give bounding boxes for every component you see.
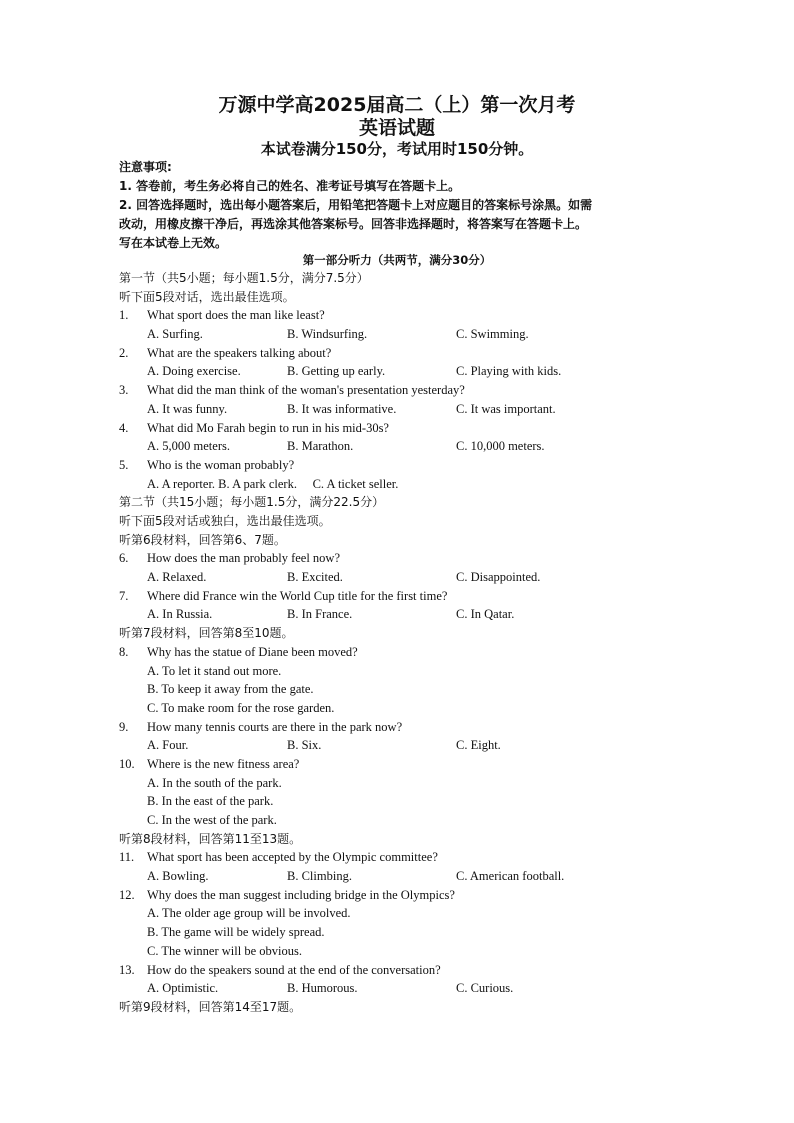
question-number: 12. <box>119 887 135 902</box>
question-stem: How does the man probably feel now? <box>147 551 340 566</box>
option-a: A. To let it stand out more. <box>147 663 282 678</box>
option-c: C. Curious. <box>456 981 514 996</box>
question-stem: What sport does the man like least? <box>147 308 325 323</box>
question-stem: What did Mo Farah begin to run in his mid-30s? <box>147 420 389 435</box>
option-b: B. In France. <box>287 607 353 622</box>
option-b: B. Marathon. <box>287 439 354 454</box>
option-a: A. The older age group will be involved. <box>147 906 351 921</box>
option-a: A. Four. <box>147 738 189 753</box>
option-a: A. Surfing. <box>147 327 203 342</box>
option-b: B. Excited. <box>287 570 343 585</box>
option-row <box>119 904 699 923</box>
question-12 <box>119 886 699 905</box>
option-b: B. Six. <box>287 738 322 753</box>
section1-instruction: 听下面5段对话，选出最佳选项。 <box>119 289 295 304</box>
question-stem: What did the man think of the woman's presentation yesterday? <box>147 383 465 398</box>
question-number: 13. <box>119 962 135 977</box>
question-5 <box>119 456 699 475</box>
notice-heading: 注意事项: <box>119 160 172 174</box>
option-a: A. In Russia. <box>147 607 213 622</box>
options-line: A. A reporter. B. A park clerk. C. A ticket seller. <box>147 476 399 491</box>
option-b: B. The game will be widely spread. <box>147 925 325 940</box>
question-number: 8. <box>119 644 129 659</box>
question-number: 4. <box>119 420 129 435</box>
question-stem: How do the speakers sound at the end of the conversation? <box>147 962 441 977</box>
option-b: B. In the east of the park. <box>147 794 274 809</box>
part1-title: 第一部分听力（共两节，满分30分） <box>302 253 492 267</box>
section2-instruction: 听下面5段对话或独白，选出最佳选项。 <box>119 513 331 528</box>
question-1 <box>119 306 699 325</box>
question-2 <box>119 344 699 363</box>
material-8-note: 听第8段材料，回答第11至13题。 <box>119 831 302 846</box>
option-c: C. In Qatar. <box>456 607 515 622</box>
question-stem: Who is the woman probably? <box>147 457 295 472</box>
option-row <box>119 774 699 793</box>
question-number: 10. <box>119 756 135 771</box>
options-11 <box>119 867 699 886</box>
option-b: B. To keep it away from the gate. <box>147 682 314 697</box>
option-c: C. In the west of the park. <box>147 813 277 828</box>
option-b: B. Getting up early. <box>287 364 386 379</box>
option-c: C. American football. <box>456 869 565 884</box>
option-a: A. Optimistic. <box>147 981 219 996</box>
options-1 <box>119 325 699 344</box>
question-number: 1. <box>119 308 129 323</box>
option-a: A. Bowling. <box>147 869 209 884</box>
section1-heading: 第一节（共5小题；每小题1.5分，满分7.5分） <box>119 271 369 285</box>
question-10 <box>119 755 699 774</box>
notice-item: 2. 回答选择题时，选出每小题答案后，用铅笔把答题卡上对应题目的答案标号涂黑。如需 <box>119 198 593 212</box>
question-stem: Why has the statue of Diane been moved? <box>147 644 358 659</box>
listening-section <box>119 269 699 1017</box>
material-9-note: 听第9段材料，回答第14至17题。 <box>119 999 302 1014</box>
option-row <box>119 811 699 830</box>
options-5 <box>119 475 699 494</box>
question-number: 2. <box>119 345 129 360</box>
options-2 <box>119 362 699 381</box>
question-number: 3. <box>119 383 129 398</box>
question-number: 5. <box>119 457 129 472</box>
options-6 <box>119 568 699 587</box>
option-b: B. Climbing. <box>287 869 352 884</box>
options-7 <box>119 605 699 624</box>
question-8 <box>119 643 699 662</box>
question-6 <box>119 549 699 568</box>
question-stem: Why does the man suggest including bridge in the Olympics? <box>147 887 455 902</box>
option-c: C. 10,000 meters. <box>456 439 545 454</box>
option-c: C. The winner will be obvious. <box>147 943 302 958</box>
option-c: C. Disappointed. <box>456 570 541 585</box>
option-row <box>119 923 699 942</box>
question-13 <box>119 961 699 980</box>
question-stem: What are the speakers talking about? <box>147 345 332 360</box>
material-7-note: 听第7段材料，回答第8至10题。 <box>119 626 294 641</box>
exam-title: 万源中学高2025届高二（上）第一次月考 <box>218 94 576 116</box>
option-b: B. Humorous. <box>287 981 358 996</box>
subject-title: 英语试题 <box>358 117 435 139</box>
option-row <box>119 680 699 699</box>
question-3 <box>119 381 699 400</box>
option-c: C. To make room for the rose garden. <box>147 700 335 715</box>
question-stem: Where did France win the World Cup title for the first time? <box>147 588 448 603</box>
option-a: A. Doing exercise. <box>147 364 241 379</box>
option-a: A. It was funny. <box>147 401 228 416</box>
option-row <box>119 662 699 681</box>
question-9 <box>119 718 699 737</box>
option-b: B. Windsurfing. <box>287 327 368 342</box>
question-11 <box>119 848 699 867</box>
notice-item: 1. 答卷前，考生务必将自己的姓名、准考证号填写在答题卡上。 <box>119 179 461 193</box>
notice-item: 写在本试卷上无效。 <box>119 236 228 250</box>
question-number: 11. <box>119 850 135 865</box>
notice-item: 改动，用橡皮擦干净后，再选涂其他答案标号。回答非选择题时，将答案写在答题卡上。 <box>119 217 588 231</box>
option-row <box>119 699 699 718</box>
option-row <box>119 942 699 961</box>
notice-block <box>119 158 679 253</box>
options-3 <box>119 400 699 419</box>
option-c: C. Playing with kids. <box>456 364 562 379</box>
question-number: 9. <box>119 719 129 734</box>
exam-info: 本试卷满分150分，考试用时150分钟。 <box>260 140 534 158</box>
option-a: A. In the south of the park. <box>147 775 282 790</box>
option-c: C. Eight. <box>456 738 501 753</box>
question-stem: How many tennis courts are there in the park now? <box>147 719 403 734</box>
option-row <box>119 792 699 811</box>
options-4 <box>119 437 699 456</box>
question-number: 6. <box>119 551 129 566</box>
question-4 <box>119 419 699 438</box>
question-number: 7. <box>119 588 129 603</box>
material-6-note: 听第6段材料，回答第6、7题。 <box>119 532 286 547</box>
option-b: B. It was informative. <box>287 401 397 416</box>
question-stem: Where is the new fitness area? <box>147 756 300 771</box>
options-9 <box>119 736 699 755</box>
question-7 <box>119 587 699 606</box>
option-c: C. It was important. <box>456 401 556 416</box>
section2-heading: 第二节（共15小题；每小题1.5分，满分22.5分） <box>119 495 385 510</box>
option-a: A. 5,000 meters. <box>147 439 230 454</box>
option-c: C. Swimming. <box>456 327 529 342</box>
option-a: A. Relaxed. <box>147 570 207 585</box>
question-stem: What sport has been accepted by the Olympic committee? <box>147 850 438 865</box>
options-13 <box>119 979 699 998</box>
